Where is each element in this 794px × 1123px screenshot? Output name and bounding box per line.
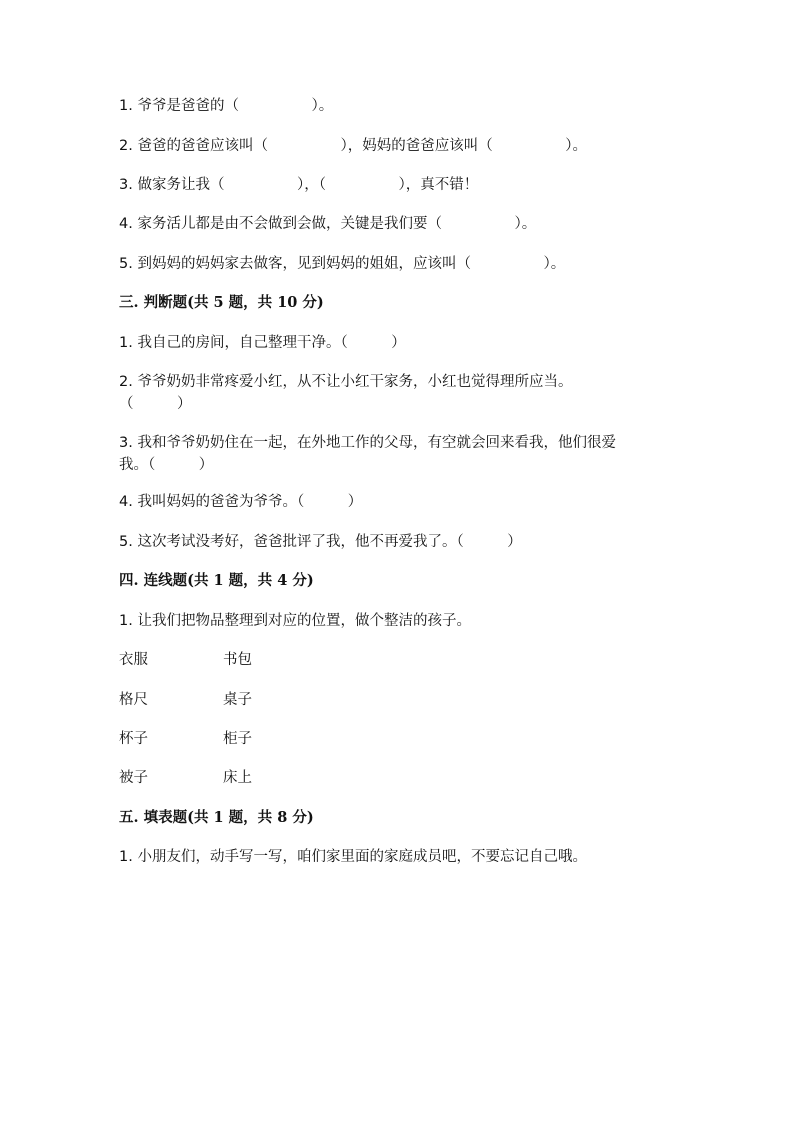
judge-question-2-line-1: 2. 爷爷奶奶非常疼爱小红，从不让小红干家务，小红也觉得理所应当。 (119, 374, 573, 390)
match-right-item: 柜子 (223, 731, 252, 747)
match-left-item: 被子 (119, 770, 148, 786)
judge-question-2-line-2: （ ） (119, 396, 192, 412)
match-left-item: 衣服 (119, 652, 148, 668)
match-right-item: 床上 (223, 770, 252, 786)
judge-question-1: 1. 我自己的房间，自己整理干净。（ ） (119, 335, 406, 351)
judge-question-4: 4. 我叫妈妈的爸爸为爷爷。（ ） (119, 494, 363, 510)
table-question-1: 1. 小朋友们，动手写一写，咱们家里面的家庭成员吧，不要忘记自己哦。 (119, 849, 587, 865)
judge-question-3-line-2: 我。（ ） (119, 457, 214, 473)
match-right-item: 桌子 (223, 692, 252, 708)
section-5-title: 五. 填表题(共 1 题，共 8 分) (119, 809, 314, 826)
match-left-item: 格尺 (119, 692, 148, 708)
fill-in-question-2: 2. 爸爸的爸爸应该叫（ ），妈妈的爸爸应该叫（ ）。 (119, 138, 587, 154)
match-left-item: 杯子 (119, 731, 148, 747)
fill-in-question-5: 5. 到妈妈的妈妈家去做客，见到妈妈的姐姐，应该叫（ ）。 (119, 256, 566, 272)
section-3-title: 三. 判断题(共 5 题，共 10 分) (119, 294, 324, 311)
fill-in-question-4: 4. 家务活儿都是由不会做到会做，关键是我们要（ ）。 (119, 216, 537, 232)
match-right-item: 书包 (223, 652, 252, 668)
fill-in-question-3: 3. 做家务让我（ ），（ ），真不错！ (119, 177, 479, 193)
fill-in-question-1: 1. 爷爷是爸爸的（ ）。 (119, 98, 334, 114)
judge-question-3-line-1: 3. 我和爷爷奶奶住在一起，在外地工作的父母，有空就会回来看我，他们很爱 (119, 435, 616, 451)
section-4-title: 四. 连线题(共 1 题，共 4 分) (119, 572, 314, 589)
match-question-1: 1. 让我们把物品整理到对应的位置，做个整洁的孩子。 (119, 613, 471, 629)
judge-question-5: 5. 这次考试没考好，爸爸批评了我，他不再爱我了。（ ） (119, 534, 522, 550)
